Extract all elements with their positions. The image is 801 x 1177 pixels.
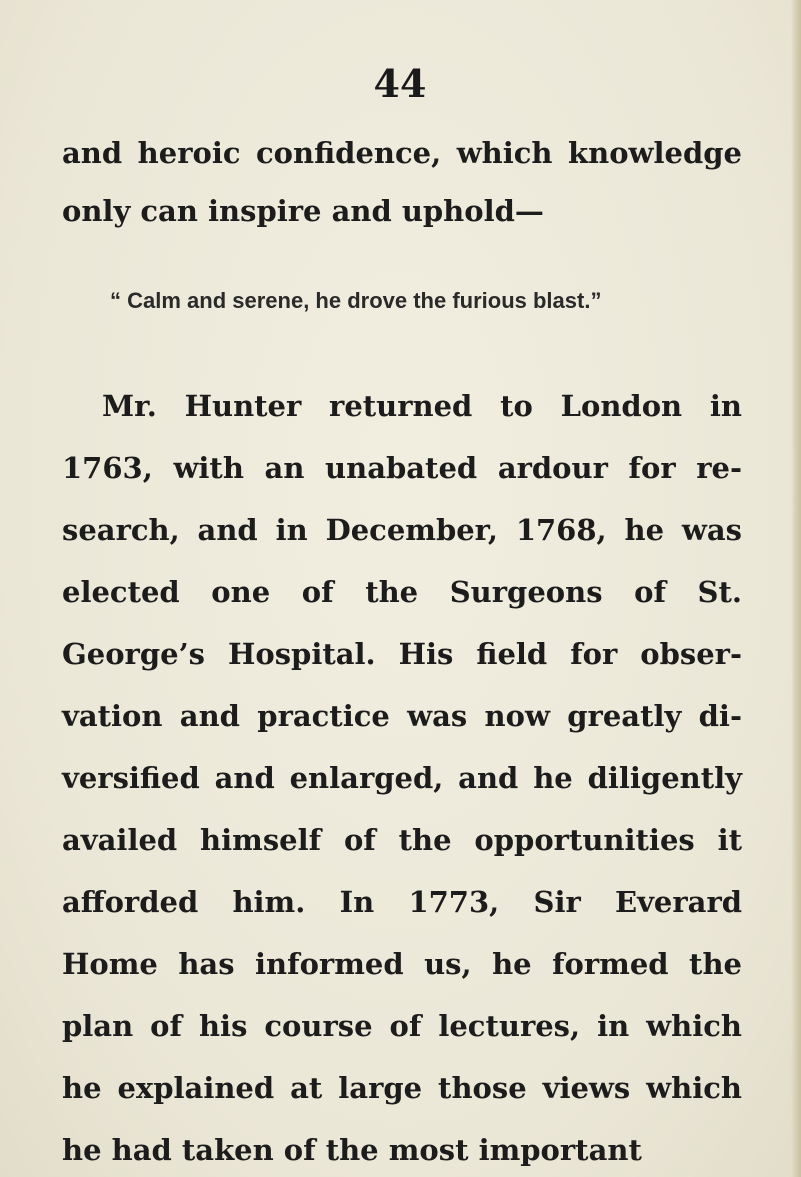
text-line: afforded him. In 1773, Sir Everard: [62, 885, 742, 919]
text-line: 1763, with an unabated ardour for re-: [62, 451, 742, 485]
paragraph-main: [62, 375, 742, 1177]
text-line: he had taken of the most important: [62, 1133, 642, 1167]
text-line: versified and enlarged, and he diligently: [62, 761, 742, 795]
text-line: George’s Hospital. His field for obser-: [62, 637, 742, 671]
text-line: Mr. Hunter returned to London in: [102, 389, 742, 423]
text-line: and heroic confidence, which knowledge: [62, 136, 742, 170]
text-line: plan of his course of lectures, in which: [62, 1009, 742, 1043]
text-line: he explained at large those views which: [62, 1071, 742, 1105]
text-line: vation and practice was now greatly di-: [62, 699, 742, 733]
text-line: search, and in December, 1768, he was: [62, 513, 742, 547]
page-edge: [791, 0, 801, 1177]
verse-quotation: “ Calm and serene, he drove the furious blast.”: [110, 288, 602, 313]
text-line: elected one of the Surgeons of St.: [62, 575, 742, 609]
text-line: only can inspire and uphold—: [62, 194, 544, 228]
text-line: availed himself of the opportunities it: [62, 823, 742, 857]
page-number: 44: [373, 61, 427, 106]
text-line: Home has informed us, he formed the: [62, 947, 742, 981]
paragraph-continuation: [62, 124, 742, 240]
